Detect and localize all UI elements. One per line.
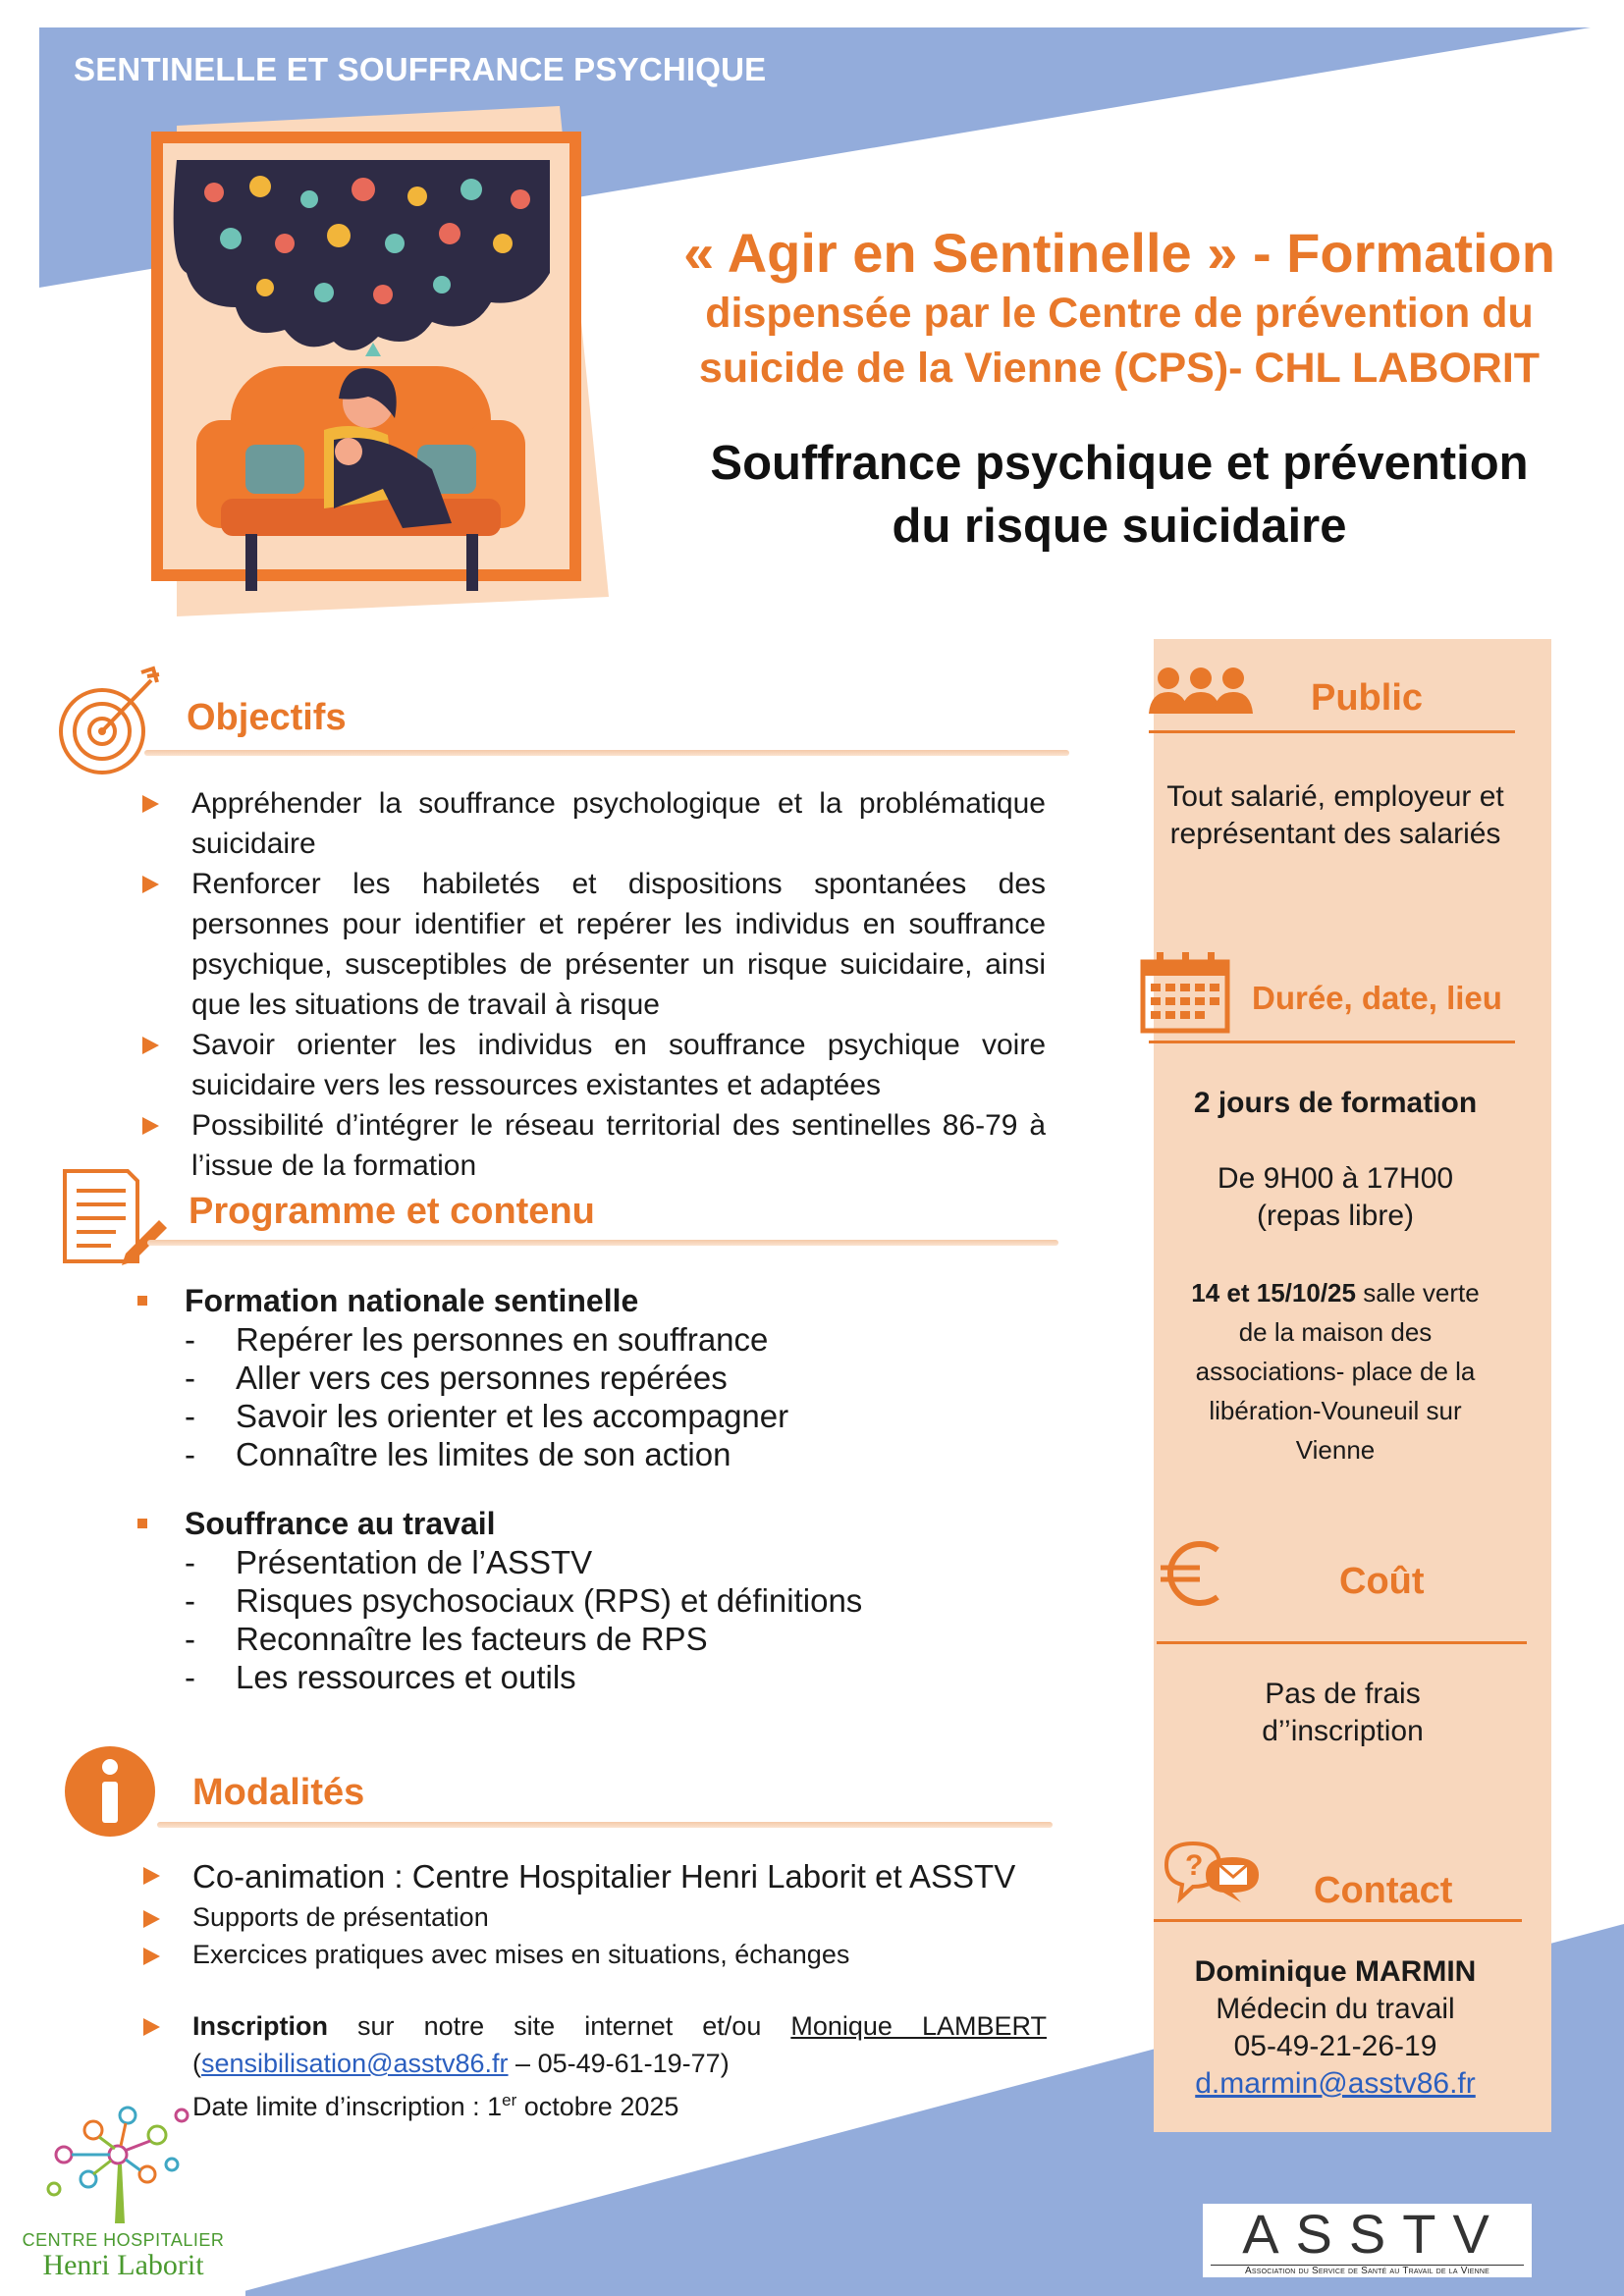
- people-group-icon: [1147, 665, 1255, 716]
- inscription-email-link[interactable]: sensibilisation@asstv86.fr: [201, 2049, 509, 2078]
- deadline-suffix: octobre 2025: [516, 2092, 679, 2121]
- target-icon: [57, 663, 160, 780]
- category-header: SENTINELLE ET SOUFFRANCE PSYCHIQUE: [74, 51, 767, 87]
- svg-text:?: ?: [1185, 1849, 1204, 1882]
- programme-heading: Souffrance au travail: [185, 1506, 496, 1541]
- hours-line: (repas libre): [1256, 1200, 1415, 1232]
- modalite-item: Co-animation : Centre Hospitalier Henri Laborit et ASSTV: [143, 1855, 1047, 1898]
- contact-role: Médecin du travail: [1216, 1993, 1455, 2025]
- programme-block-2: [137, 1504, 1021, 1696]
- programme-item: - Reconnaître les facteurs de RPS: [185, 1620, 1021, 1658]
- info-icon: [61, 1742, 159, 1841]
- course-subtitle: [638, 432, 1600, 558]
- cout-text-line: d’’inscription: [1262, 1715, 1424, 1747]
- contact-phone: 05-49-21-26-19: [1233, 2030, 1437, 2062]
- programme-list: [185, 1320, 1021, 1473]
- cout-title: Coût: [1339, 1561, 1425, 1602]
- programme-underline: [147, 1240, 1058, 1246]
- cout-text: [1154, 1676, 1532, 1750]
- objectif-item: Savoir orienter les individus en souffrance psychique voire suicidaire vers les ressources existantes et adaptées: [142, 1025, 1046, 1105]
- objectifs-underline: [144, 750, 1069, 756]
- inscription-contact: Monique LAMBERT: [790, 2011, 1047, 2041]
- duree-underline: [1149, 1041, 1515, 1043]
- square-bullet: [137, 1296, 147, 1306]
- programme-title: Programme et contenu: [189, 1191, 595, 1232]
- chl-line-2: Henri Laborit: [42, 2249, 204, 2281]
- dates-bold: 14 et 15/10/25: [1191, 1278, 1356, 1308]
- programme-item: - Présentation de l’ASSTV: [185, 1543, 1021, 1581]
- duree-title: Durée, date, lieu: [1252, 980, 1502, 1016]
- modalite-item: Supports de présentation: [143, 1898, 1047, 1936]
- asstv-tagline: Association du Service de Santé au Travail de la Vienne: [1211, 2265, 1524, 2276]
- duree-hours: [1154, 1160, 1517, 1235]
- chl-tree-logo: [34, 2096, 211, 2233]
- contact-name: Dominique MARMIN: [1194, 1955, 1477, 1988]
- programme-item: - Savoir les orienter et les accompagner: [185, 1397, 1021, 1435]
- inscription-block: [143, 2007, 1047, 2125]
- cout-underline: [1157, 1641, 1527, 1644]
- asstv-wordmark: ASSTV: [1242, 2203, 1506, 2265]
- triangle-bullet: [143, 2018, 160, 2036]
- chl-line-1: CENTRE HOSPITALIER: [22, 2230, 225, 2250]
- contact-bubbles-icon: [1159, 1838, 1267, 1906]
- title-line-1: « Agir en Sentinelle » - Formation: [683, 222, 1555, 284]
- deadline-text: Date limite d’inscription : 1: [192, 2092, 503, 2121]
- objectif-item: Appréhender la souffrance psychologique et la problématique suicidaire: [142, 783, 1046, 864]
- inscription-label: Inscription: [192, 2011, 329, 2041]
- programme-list: [185, 1543, 1021, 1696]
- dates-rest: salle verte: [1355, 1278, 1480, 1308]
- contact-underline: [1154, 1919, 1522, 1922]
- objectifs-title: Objectifs: [187, 697, 347, 738]
- inscription-phone: – 05-49-61-19-77): [508, 2049, 730, 2078]
- square-bullet: [137, 1519, 147, 1528]
- programme-item: - Les ressources et outils: [185, 1658, 1021, 1696]
- course-title: [638, 221, 1600, 396]
- objectif-item: Possibilité d’intégrer le réseau territorial des sentinelles 86-79 à l’issue de la formation: [142, 1105, 1046, 1186]
- modalites-underline: [157, 1822, 1053, 1828]
- programme-item: - Connaître les limites de son action: [185, 1435, 1021, 1473]
- deadline-sup: er: [502, 2091, 517, 2109]
- duree-place: [1154, 1273, 1517, 1469]
- document-pencil-icon: [57, 1163, 170, 1271]
- modalite-item: Exercices pratiques avec mises en situations, échanges: [143, 1936, 1047, 1973]
- cout-text-line: Pas de frais: [1265, 1678, 1421, 1710]
- objectif-item: Renforcer les habiletés et dispositions spontanées des personnes pour identifier et repérer les individus en souffrance psychique, susceptibles de présenter un risque suicidaire, ainsi que les situations de travail à risque: [142, 864, 1046, 1025]
- public-text-line: représentant des salariés: [1169, 818, 1501, 850]
- programme-item: - Repérer les personnes en souffrance: [185, 1320, 1021, 1359]
- duree-days: 2 jours de formation: [1193, 1087, 1478, 1119]
- programme-item: - Aller vers ces personnes repérées: [185, 1359, 1021, 1397]
- title-line-3: suicide de la Vienne (CPS)- CHL LABORIT: [698, 345, 1541, 392]
- subtitle-line-1: Souffrance psychique et prévention: [710, 437, 1529, 490]
- subtitle-line-2: du risque suicidaire: [892, 500, 1347, 553]
- programme-item: - Risques psychosociaux (RPS) et définitions: [185, 1581, 1021, 1620]
- place-line: de la maison des: [1238, 1317, 1433, 1347]
- title-line-2: dispensée par le Centre de prévention du: [705, 290, 1534, 337]
- illustration-woman-thoughts: [137, 106, 609, 616]
- euro-icon: [1157, 1536, 1230, 1610]
- calendar-icon: [1139, 950, 1232, 1035]
- place-line: associations- place de la: [1195, 1357, 1476, 1386]
- modalites-title: Modalités: [192, 1772, 365, 1813]
- contact-details: [1154, 1953, 1517, 2103]
- public-underline: [1149, 730, 1515, 733]
- inscription-open-paren: (: [192, 2049, 201, 2078]
- chl-logo-text: [18, 2230, 229, 2280]
- contact-title: Contact: [1314, 1870, 1453, 1911]
- hours-line: De 9H00 à 17H00: [1217, 1162, 1454, 1195]
- asstv-logo: [1203, 2204, 1532, 2277]
- programme-heading: Formation nationale sentinelle: [185, 1283, 639, 1318]
- public-text: [1154, 778, 1517, 853]
- public-text-line: Tout salarié, employeur et: [1166, 780, 1504, 813]
- modalites-list: [143, 1855, 1047, 1973]
- objectifs-list: [142, 783, 1046, 1186]
- place-line: libération-Vouneuil sur: [1209, 1396, 1462, 1425]
- contact-email-link[interactable]: d.marmin@asstv86.fr: [1195, 2067, 1476, 2100]
- inscription-text: sur notre site internet et/ou: [328, 2011, 791, 2041]
- place-line: Vienne: [1295, 1435, 1376, 1465]
- programme-block-1: [137, 1281, 1021, 1473]
- public-title: Public: [1311, 677, 1424, 719]
